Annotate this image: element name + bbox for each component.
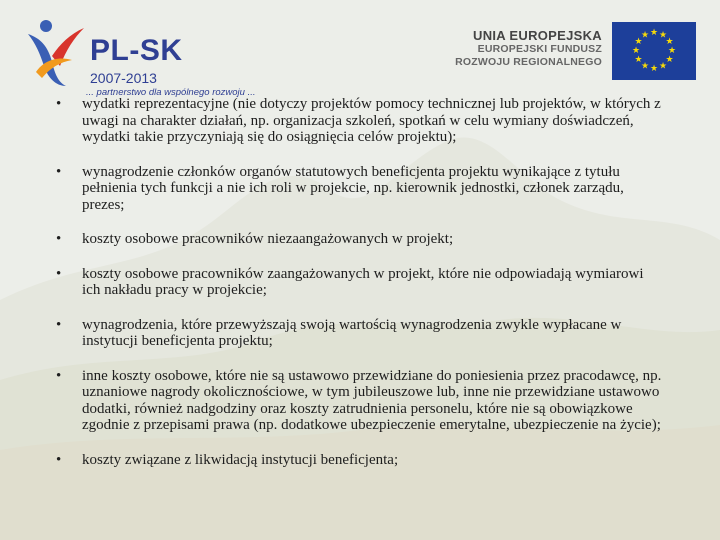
svg-text:★: ★: [640, 30, 650, 41]
logo-years: 2007-2013: [90, 70, 157, 86]
main-content: [0, 96, 720, 486]
list-item-text: koszty osobowe pracowników zaangażowanych w projekt, które nie odpowiadają wymiarowi ich nakładu pracy w projekcie;: [82, 265, 644, 298]
list-item: [56, 451, 662, 469]
svg-text:★: ★: [649, 64, 659, 74]
logo-tagline: ... partnerstwo dla wspólnego rozwoju ...: [86, 87, 256, 98]
bullet-icon: •: [56, 367, 62, 384]
bullet-icon: •: [56, 96, 62, 112]
plsk-emblem-icon: [22, 16, 88, 88]
ineligible-costs-list: [0, 96, 720, 468]
svg-text:★: ★: [658, 30, 668, 41]
list-item: [56, 367, 662, 434]
eu-label: [440, 28, 602, 69]
bullet-icon: •: [56, 451, 62, 468]
list-item-text: wynagrodzenie członków organów statutowych beneficjenta projektu wynikające z tytułu pełnienia tych funkcji a nie ich roli w projekcie, np. kierownik jednostki, członek zarządu, prezes;: [82, 163, 624, 213]
svg-text:★: ★: [634, 37, 643, 47]
list-item-text: koszty osobowe pracowników niezaangażowanych w projekt;: [82, 231, 454, 247]
bullet-icon: •: [56, 265, 62, 282]
list-item: [56, 265, 662, 299]
eu-fund-line1: EUROPEJSKI FUNDUSZ: [477, 43, 602, 55]
list-item: [56, 96, 662, 146]
list-item-text: inne koszty osobowe, które nie są ustawowo przewidziane do poniesienia przez pracodawcę, np. uznaniowe nagrody okolicznościowe, w tym jubileuszowe lub, inne nie przewidziane ustawowo dodatki, również nadgodziny oraz koszty zatrudnienia personelu, które nie są obowiązkowe zgodnie z przepisami prawa (np. dodatkowe ubezpieczenie emerytalne, ubezpieczenie na życie);: [82, 367, 662, 433]
list-item-text: wynagrodzenia, które przewyższają swoją wartością wynagrodzenia zwykle wypłacane w instytucji beneficjenta projektu;: [82, 316, 622, 349]
list-item-text: koszty związane z likwidacją instytucji beneficjenta;: [82, 451, 399, 468]
svg-text:★: ★: [634, 55, 643, 65]
svg-text:★: ★: [665, 55, 674, 65]
logo-title: PL-SK: [90, 34, 183, 67]
svg-text:★: ★: [640, 61, 650, 72]
bullet-icon: •: [56, 163, 62, 180]
list-item: [56, 231, 662, 248]
eu-title: UNIA EUROPEJSKA: [473, 28, 602, 43]
svg-text:★: ★: [667, 46, 677, 56]
svg-text:★: ★: [631, 46, 641, 56]
svg-text:★: ★: [665, 37, 674, 47]
list-item: [56, 163, 662, 214]
bullet-icon: •: [56, 231, 62, 247]
eu-fund-line2: ROZWOJU REGIONALNEGO: [455, 56, 602, 68]
eu-flag-icon: [612, 22, 696, 80]
bullet-icon: •: [56, 316, 62, 333]
list-item-text: wydatki reprezentacyjne (nie dotyczy projektów pomocy technicznej lub projektów, w których z uwagi na charakter działań, np. organizacja szkoleń, spotkań w celu wymiany doświadczeń, wydatki takie przyczyniają się do osiągnięcia celów projektu);: [82, 96, 661, 145]
svg-text:★: ★: [649, 28, 659, 38]
header: [0, 0, 720, 98]
svg-text:★: ★: [658, 61, 668, 72]
list-item: [56, 316, 662, 350]
plsk-logo: [22, 14, 272, 98]
